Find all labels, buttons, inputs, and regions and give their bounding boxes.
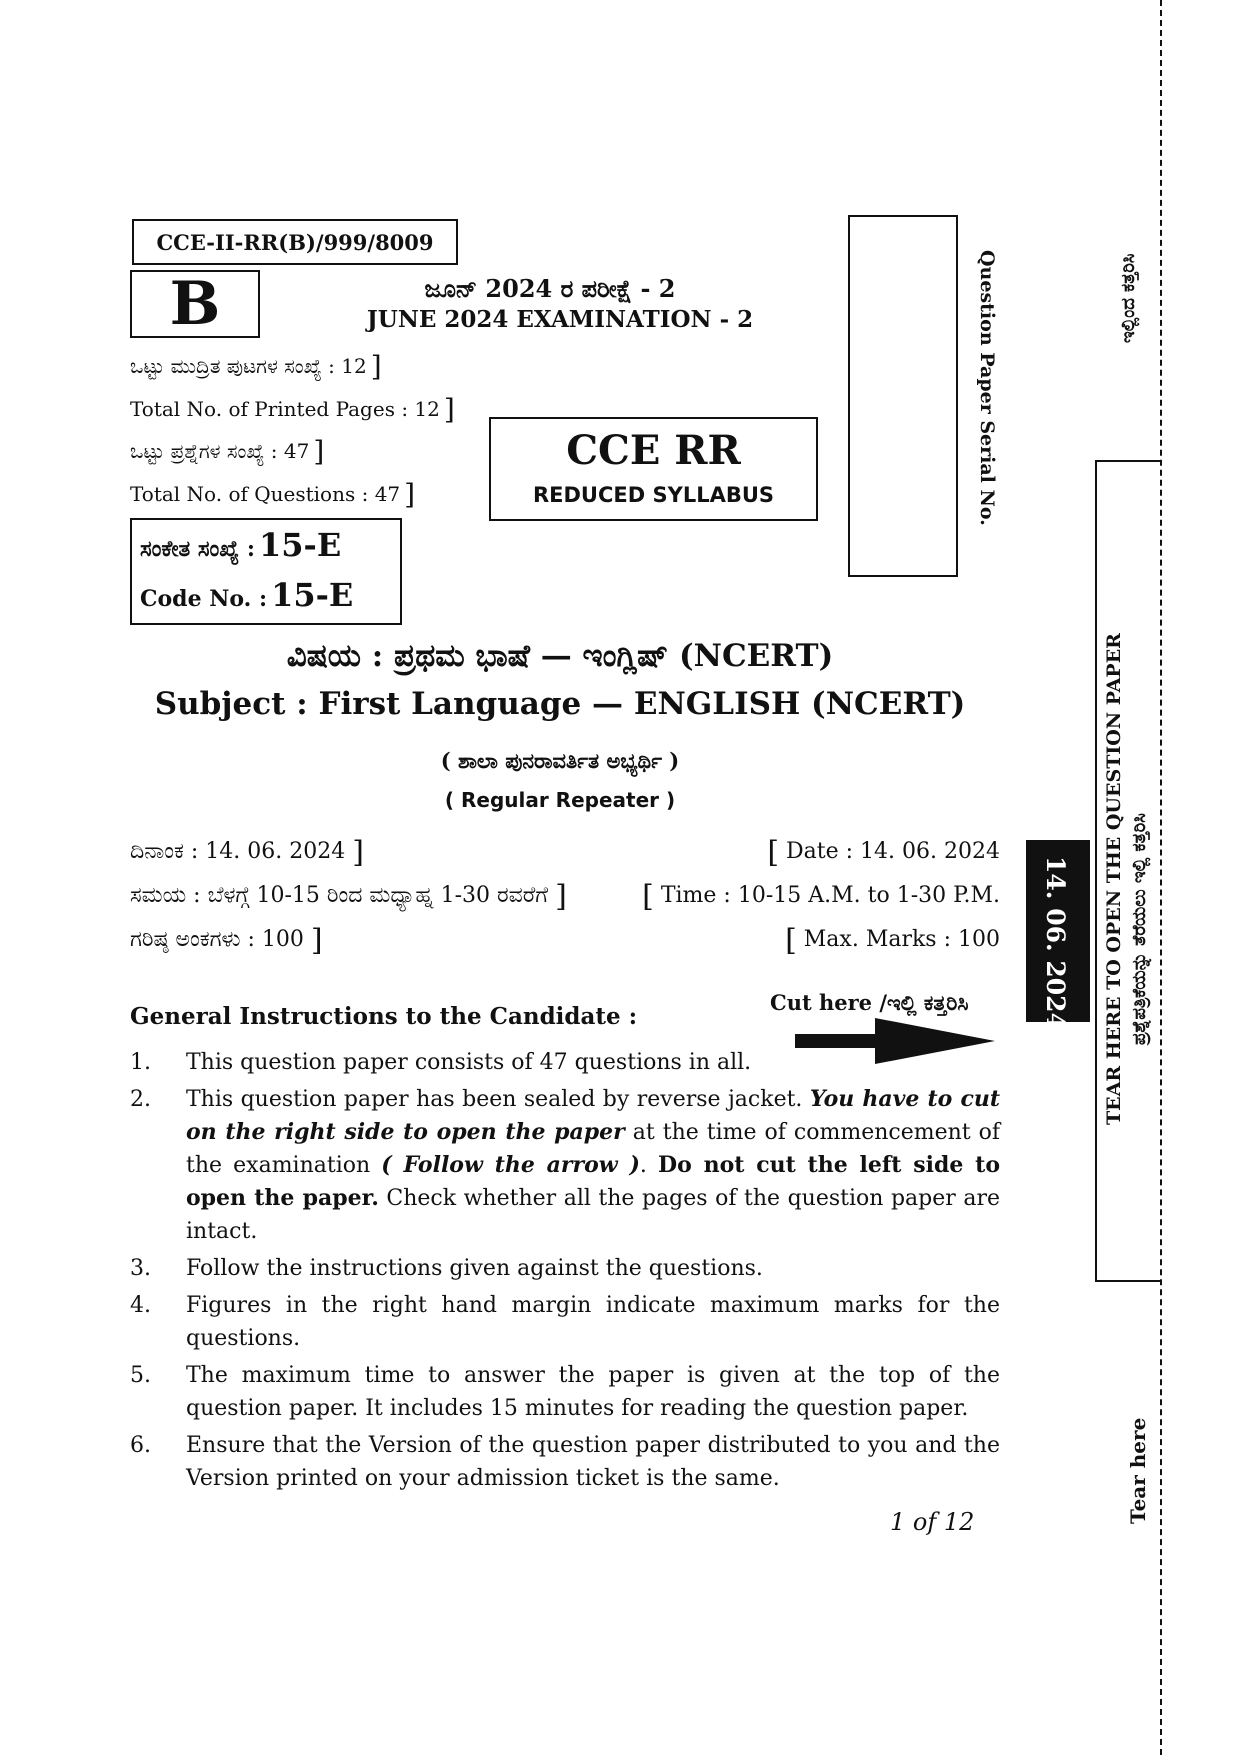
time-kannada: ಸಮಯ : ಬೆಳಗ್ಗೆ 10-15 ರಿಂದ ಮಧ್ಯಾಹ್ನ 1-30 ರವರೆಗೆ ]: [130, 879, 567, 914]
cut-here-label: Cut here /ಇಲ್ಲಿ ಕತ್ತರಿಸಿ: [770, 990, 969, 1015]
exam-date-band: 14. 06. 2024: [1026, 840, 1090, 1022]
tear-instruction: [1095, 460, 1161, 1282]
instruction-number: 5.: [130, 1363, 151, 1388]
date-kannada: ದಿನಾಂಕ : 14. 06. 2024 ]: [130, 835, 364, 870]
instruction-text: at the time of commencement of the examination: [186, 1120, 1001, 1178]
tear-instruction-kannada: ಪ್ರಶ್ನೆಪತ್ರಿಕೆಯನ್ನು ತೆರೆಯಲು ಇಲ್ಲಿ ಕತ್ತರಿಸಿ: [1129, 813, 1150, 1045]
time-english: [ Time : 10-15 A.M. to 1-30 P.M.: [642, 879, 1000, 914]
tear-instruction-english: TEAR HERE TO OPEN THE QUESTION PAPER: [1103, 633, 1125, 1125]
candidate-type-english: ( Regular Repeater ): [444, 788, 676, 812]
marks-row: [130, 923, 1000, 958]
date-row: [130, 835, 1000, 870]
page-number: 1 of 12: [890, 1508, 975, 1536]
instruction-item: [130, 1289, 1000, 1355]
paper-code: CCE-II-RR(B)/999/8009: [132, 219, 458, 265]
version-letter: B: [130, 270, 260, 338]
exam-title-english: JUNE 2024 EXAMINATION - 2: [366, 306, 754, 333]
instruction-number: 6.: [130, 1433, 151, 1458]
code-number-kannada: ಸಂಕೇತ ಸಂಖ್ಯೆ : 15-E: [140, 526, 342, 564]
instruction-number: 1.: [130, 1050, 151, 1075]
total-questions-kannada: ಒಟ್ಟು ಪ್ರಶ್ನೆಗಳ ಸಂಖ್ಯೆ : 47 ]: [130, 435, 325, 468]
instruction-text: ( Follow the arrow ): [381, 1152, 640, 1178]
instruction-item: [130, 1359, 1000, 1425]
exam-title-kannada: ಜೂನ್ 2024 ರ ಪರೀಕ್ಷೆ - 2: [424, 274, 676, 303]
instruction-item: [130, 1083, 1000, 1248]
marks-english: [ Max. Marks : 100: [785, 923, 1000, 958]
marks-kannada: ಗರಿಷ್ಠ ಅಂಕಗಳು : 100 ]: [130, 923, 323, 958]
serial-number-label: Question Paper Serial No.: [976, 250, 998, 526]
cce-subtitle: REDUCED SYLLABUS: [532, 483, 775, 507]
cce-rr-box: [489, 417, 818, 521]
subject-english: Subject : First Language — ENGLISH (NCERT): [154, 686, 966, 722]
instruction-text: You have to cut on the right side to open the paper: [186, 1086, 1000, 1145]
instruction-text: The maximum time to answer the paper is given at the top of the question paper. It includes 15 minutes for reading the question paper.: [186, 1363, 1000, 1421]
instructions-list: [130, 1046, 1000, 1499]
cut-from-here-kannada: ಇಲ್ಲಿಂದ ಕತ್ತರಿಸಿ: [1118, 253, 1139, 343]
subject-kannada: ವಿಷಯ : ಪ್ರಥಮ ಭಾಷೆ — ಇಂಗ್ಲಿಷ್ (NCERT): [286, 638, 834, 674]
instruction-text: Figures in the right hand margin indicate maximum marks for the questions.: [186, 1293, 1000, 1351]
instruction-item: [130, 1429, 1000, 1495]
instruction-number: 4.: [130, 1293, 151, 1318]
total-questions-english: Total No. of Questions : 47 ]: [130, 478, 416, 511]
code-number-english: Code No. : 15-E: [140, 576, 354, 614]
instruction-text: This question paper consists of 47 questions in all.: [186, 1050, 752, 1075]
instruction-number: 2.: [130, 1087, 151, 1112]
instruction-number: 3.: [130, 1256, 151, 1281]
date-english: [ Date : 14. 06. 2024: [767, 835, 1000, 870]
instructions-heading: General Instructions to the Candidate :: [130, 1003, 638, 1030]
candidate-type-kannada: ( ಶಾಲಾ ಪುನರಾವರ್ತಿತ ಅಭ್ಯರ್ಥಿ ): [440, 748, 680, 773]
instruction-text: This question paper has been sealed by reverse jacket.: [186, 1087, 810, 1112]
cce-title: CCE RR: [566, 427, 741, 474]
instruction-item: [130, 1252, 1000, 1285]
code-number-box: [130, 518, 402, 625]
instruction-text: Follow the instructions given against the questions.: [186, 1256, 763, 1281]
instruction-text: Ensure that the Version of the question paper distributed to you and the Version printed on your admission ticket is the same.: [186, 1433, 1000, 1491]
time-row: [130, 879, 1000, 914]
instruction-text: Do not cut the left side to open the paper.: [186, 1152, 1000, 1211]
printed-pages-kannada: ಒಟ್ಟು ಮುದ್ರಿತ ಪುಟಗಳ ಸಂಖ್ಯೆ : 12 ]: [130, 350, 382, 383]
instruction-text: .: [639, 1153, 659, 1178]
serial-number-box: [848, 215, 958, 577]
instruction-item: [130, 1046, 1000, 1079]
instruction-text: Check whether all the pages of the question paper are intact.: [186, 1186, 1000, 1244]
printed-pages-english: Total No. of Printed Pages : 12 ]: [130, 393, 455, 426]
tear-here-label: Tear here: [1126, 1417, 1150, 1524]
